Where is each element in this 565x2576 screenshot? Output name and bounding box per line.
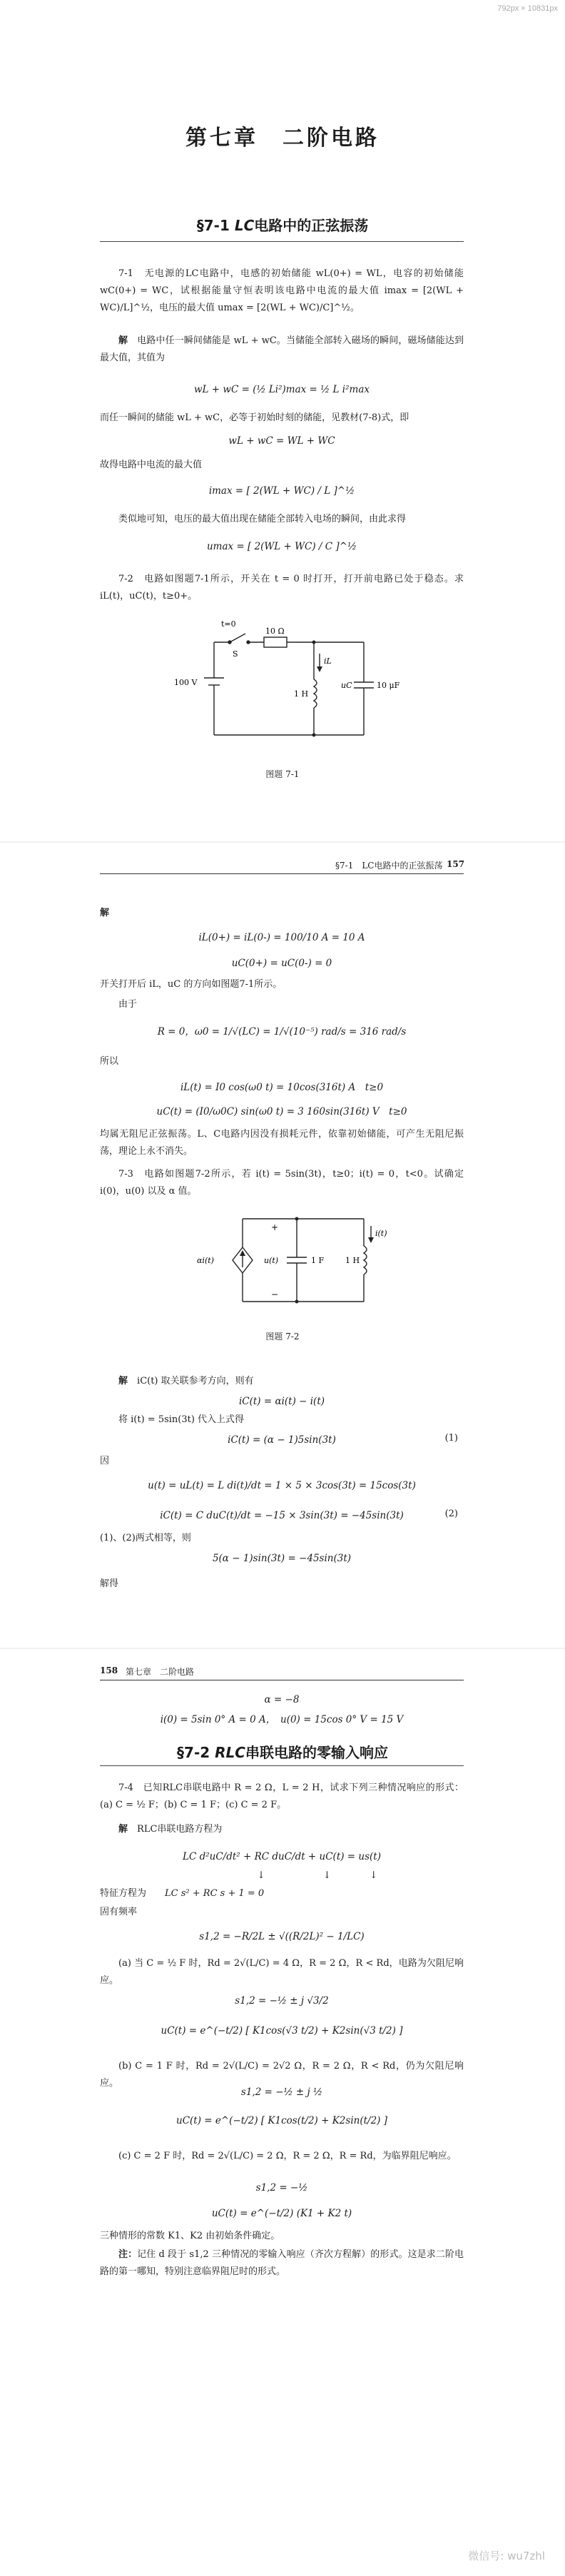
solution-7-3-intro (100, 1373, 464, 1390)
note (100, 2246, 464, 2281)
equation-alpha: 5(α − 1)sin(3t) = −45sin(3t) (212, 1553, 352, 1564)
text-substitute: 将 i(t) = 5sin(3t) 代入上式得 (118, 1414, 245, 1425)
equation-alpha-value: α = −8 (264, 1694, 300, 1705)
case-c-text: (c) C = 2 F 时，Rd = 2√(L/C) = 2 Ω，R = 2 Ω，R = Rd，为临界阻尼响应。 (118, 2151, 457, 2161)
uc-label: uC (341, 681, 352, 690)
section-rule (100, 1765, 464, 1766)
switch-time-label: t=0 (221, 619, 236, 629)
switch-label: S (233, 649, 238, 659)
header-rule (100, 873, 464, 874)
equation-ic: iC(t) = αi(t) − i(t) (238, 1396, 325, 1407)
char-eq-label: 特征方程为 (100, 1888, 147, 1899)
equation-initial-values: i(0) = 5sin 0° A = 0 A， u(0) = 15cos 0° V = 15 V (160, 1714, 404, 1725)
equation-ic-c: iC(t) = C duC(t)/dt = −15 × 3sin(3t) = −45sin(3t) (160, 1510, 404, 1521)
dependent-source-label: αi(t) (197, 1256, 214, 1265)
equation-number-2: (2) (444, 1508, 458, 1519)
text-umax-intro: 类似地可知，电压的最大值出现在储能全部转入电场的瞬间，由此求得 (118, 514, 407, 524)
solution-7-4-intro (100, 1821, 464, 1838)
plus-sign: + (271, 1222, 279, 1232)
page-number: 157 (447, 859, 465, 869)
note-text: 记住 d 段于 s1,2 三种情况的零输入响应（齐次方程解）的形式。这是求二阶电路的第一哪知，特别注意临界阻尼时的形式。 (100, 2249, 464, 2277)
equation-number-1: (1) (444, 1433, 458, 1444)
circuit-figure-7-2 (171, 1202, 399, 1323)
section-italic: LC (234, 217, 255, 234)
resistor-label: 10 Ω (265, 627, 285, 636)
text-natural-freq: 固有频率 (100, 1907, 138, 1917)
equation-wl-wc-max: wL + wC = (½ Li²)max = ½ L i²max (194, 384, 370, 395)
page-2 (0, 842, 565, 1648)
case-c-response: uC(t) = e^(−t/2) (K1 + K2 t) (211, 2208, 352, 2219)
equation-uc-t: uC(t) = (I0/ω0C) sin(ω0 t) = 3 160sin(316t) V t≥0 (156, 1106, 407, 1117)
solution-label: 解 (118, 1824, 128, 1835)
arrow-row: ↓ ↓ ↓ (257, 1870, 378, 1881)
page-3 (0, 1648, 565, 2576)
section-rest: 电路中的正弦振荡 (254, 217, 369, 234)
equation-ic-alpha: iC(t) = (α − 1)5sin(3t) (228, 1434, 336, 1446)
equation-ut: u(t) = uL(t) = L di(t)/dt = 1 × 5 × 3cos(3t) = 15cos(3t) (148, 1480, 416, 1491)
running-header: 第七章 二阶电路 (126, 1667, 195, 1677)
watermark: 微信号: wu7zhl (468, 2550, 545, 2562)
case-a-text: (a) 当 C = ½ F 时，Rd = 2√(L/C) = 4 Ω，R = 2 Ω，R < Rd，电路为欠阻尼响应。 (100, 1958, 464, 1986)
problem-7-4: 7-4 已知RLC串联电路中 R = 2 Ω，L = 2 H，试求下列三种情况响应的形式：(a) C = ½ F；(b) C = 1 F；(c) C = 2 F。 (100, 1783, 464, 1810)
equation-omega0: R = 0，ω0 = 1/√(LC) = 1/√(10⁻⁵) rad/s = 316 rad/s (157, 1026, 407, 1038)
page-number: 158 (100, 1665, 118, 1675)
problem-7-1: 7-1 无电源的LC电路中，电感的初始储能 wL(0+) = WL，电容的初始储能 wC(0+) = WC，试根据能量守恒表明该电路中电流的最大值 imax = [2(WL + WC)/L]^½，电压的最大值 umax = [2(WL + WC)/C]^½。 (100, 268, 464, 313)
solution-text: iC(t) 取关联参考方向，则有 (137, 1376, 254, 1386)
section-italic: RLC (215, 1744, 245, 1761)
case-b-text: (b) C = 1 F 时，Rd = 2√(L/C) = 2√2 Ω，R = 2 Ω，R < Rd，仍为欠阻尼响应。 (100, 2061, 464, 2089)
case-a-roots: s1,2 = −½ ± j √3/2 (235, 1995, 329, 2007)
equation-imax: imax = [ 2(WL + WC) / L ]^½ (208, 485, 355, 497)
equation-umax: umax = [ 2(WL + WC) / C ]^½ (206, 541, 357, 552)
section-number: §7-2 (177, 1744, 210, 1761)
solution-label: 解 (118, 335, 128, 346)
figure-7-1-caption: 图题 7-1 (265, 769, 300, 779)
equation-il-t: iL(t) = I0 cos(ω0 t) = 10cos(316t) A t≥0 (180, 1082, 384, 1093)
problem-7-2: 7-2 电路如图题7-1所示，开关在 t = 0 时打开，打开前电路已处于稳态。求 iL(t)，uC(t)，t≥0+。 (100, 574, 464, 602)
equation-s12: s1,2 = −R/2L ± √((R/2L)² − 1/LC) (199, 1931, 365, 1942)
text-solve: 解得 (100, 1578, 119, 1589)
text-constants: 三种情形的常数 K1、K2 由初始条件确定。 (100, 2231, 280, 2241)
solution-7-1-intro (100, 333, 464, 367)
problem-7-3: 7-3 电路如图题7-2所示，若 i(t) = 5sin(3t)，t≥0；i(t) = 0，t<0。试确定 i(0)，u(0) 以及 α 值。 (100, 1169, 464, 1197)
equation-energy-sum: wL + wC = WL + WC (228, 435, 335, 447)
voltage-label: u(t) (264, 1256, 279, 1265)
capacitor-label: 10 μF (377, 681, 399, 690)
characteristic-equation (100, 1885, 464, 1902)
section-number: §7-1 (196, 217, 230, 234)
il-label: iL (324, 656, 332, 666)
section-7-1-title (0, 214, 565, 235)
equation-il0: iL(0+) = iL(0-) = 100/10 A = 10 A (198, 932, 365, 943)
current-label: i(t) (375, 1229, 387, 1238)
solution-text: 电路中任一瞬间储能是 wL + wC。当储能全部转入磁场的瞬间，磁场储能达到最大值，其值为 (100, 335, 464, 363)
case-b-roots: s1,2 = −½ ± j ½ (240, 2086, 323, 2098)
text-direction: 开关打开后 iL，uC 的方向如图题7-1所示。 (100, 979, 282, 990)
case-b-response: uC(t) = e^(−t/2) [ K1cos(t/2) + K2sin(t/2) ] (176, 2115, 387, 2126)
chapter-title: 第七章 二阶电路 (185, 126, 380, 151)
solution-text: RLC串联电路方程为 (137, 1824, 223, 1835)
circuit-figure-7-1 (171, 614, 399, 756)
text-because: 因 (100, 1456, 110, 1466)
solution-label: 解 (118, 1376, 128, 1386)
minus-sign: − (271, 1289, 279, 1299)
solution-label: 解 (100, 908, 110, 918)
image-size-label: 792px × 10831px (497, 4, 558, 13)
case-c-roots: s1,2 = −½ (255, 2182, 308, 2194)
char-eq: LC s² + RC s + 1 = 0 (165, 1888, 265, 1899)
section-rest: 串联电路的零输入响应 (245, 1744, 388, 1761)
running-header: §7-1 LC电路中的正弦振荡 (335, 861, 443, 871)
text-undamped: 均属无阻尼正弦振荡。L、C电路内因没有损耗元件，依靠初始储能，可产生无阻尼振荡，理论上永不消失。 (100, 1129, 464, 1157)
figure-7-2-caption: 图题 7-2 (265, 1332, 300, 1342)
text-imax-intro: 故得电路中电流的最大值 (100, 460, 203, 470)
source-voltage-label: 100 V (174, 678, 198, 687)
solution-7-2-label (100, 905, 464, 922)
text-so: 所以 (100, 1056, 119, 1067)
inductor-label: 1 H (294, 689, 309, 699)
case-a-response: uC(t) = e^(−t/2) [ K1cos(√3 t/2) + K2sin(√3 t/2) ] (161, 2025, 403, 2037)
text-energy-equal: 而任一瞬间的储能 wL + wC，必等于初始时刻的储能，见教材(7-8)式，即 (100, 412, 409, 423)
capacitor-label: 1 F (311, 1256, 325, 1265)
text-since: 由于 (118, 999, 138, 1010)
inductor-label: 1 H (345, 1256, 360, 1265)
page-1 (0, 0, 565, 842)
section-7-2-title (0, 1741, 565, 1762)
note-label: 注： (118, 2249, 138, 2260)
text-equal: (1)、(2)两式相等，则 (100, 1533, 191, 1543)
section-rule (100, 241, 464, 242)
equation-uc0: uC(0+) = uC(0-) = 0 (231, 958, 332, 969)
equation-rlc: LC d²uC/dt² + RC duC/dt + uC(t) = us(t) (182, 1851, 381, 1862)
